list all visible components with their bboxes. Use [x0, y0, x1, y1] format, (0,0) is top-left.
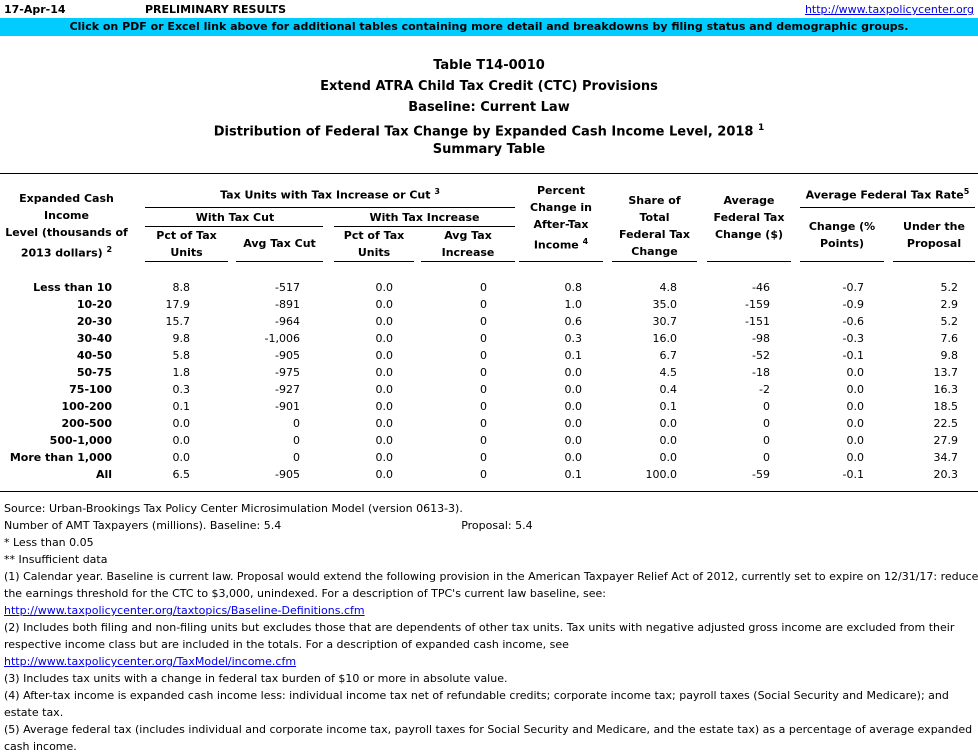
- pct-change-after-tax: 0.1: [564, 468, 582, 481]
- avg-federal-change: 0: [763, 400, 770, 413]
- pct-units-cut: 0.0: [172, 417, 190, 430]
- header-rule: [334, 261, 414, 262]
- header-share: Share of Total Federal Tax Change: [619, 194, 690, 258]
- pct-change-after-tax: 0.3: [564, 332, 582, 345]
- header-rule: [612, 261, 697, 262]
- avg-tax-cut: -901: [275, 400, 300, 413]
- avg-tax-cut: -905: [275, 468, 300, 481]
- header-with-increase: With Tax Increase: [369, 211, 480, 224]
- amt-note: Number of AMT Taxpayers (millions). Baseline: 5.4 Proposal: 5.4: [4, 519, 533, 532]
- pct-units-increase: 0.0: [375, 417, 393, 430]
- rate-change: -0.7: [842, 281, 864, 294]
- less-than-note: * Less than 0.05: [4, 536, 94, 549]
- insufficient-note: ** Insufficient data: [4, 553, 108, 566]
- header-rule: [707, 261, 791, 262]
- pct-units-cut: 0.1: [172, 400, 190, 413]
- pct-units-cut: 9.8: [172, 332, 190, 345]
- income-level: Less than 10: [33, 281, 112, 294]
- header-rule: [421, 261, 515, 262]
- pct-units-increase: 0.0: [375, 434, 393, 447]
- footnote-1-cont: the earnings threshold for the CTC to $3,000, unindexed. For a description of TPC's current law baseline, see:: [4, 587, 606, 600]
- rate-change: -0.6: [842, 315, 864, 328]
- income-level: 75-100: [69, 383, 112, 396]
- pct-units-increase: 0.0: [375, 366, 393, 379]
- avg-tax-cut: 0: [293, 417, 300, 430]
- footnote-2-cont: respective income class but are included in the totals. For a description of expanded cash income, see: [4, 638, 569, 651]
- income-level: More than 1,000: [9, 451, 112, 464]
- avg-tax-cut: 0: [293, 451, 300, 464]
- avg-federal-change: 0: [763, 417, 770, 430]
- footnote-2: (2) Includes both filing and non-filing units but excludes those that are dependents of other tax units. Tax units with negative adjusted gross income are excluded from their: [4, 621, 955, 634]
- table-bottom-rule: [0, 491, 978, 492]
- share-of-change: 0.1: [659, 400, 677, 413]
- avg-tax-increase: 0: [480, 315, 487, 328]
- rate-change: 0.0: [846, 417, 864, 430]
- table-row: [0, 381, 978, 398]
- footnote-4: (4) After-tax income is expanded cash income less: individual income tax net of refundable credits; corporate income tax; payroll taxes (Social Security and Medicare); and: [4, 689, 949, 702]
- income-link[interactable]: http://www.taxpolicycenter.org/TaxModel/income.cfm: [4, 655, 297, 668]
- pct-change-after-tax: 0.0: [564, 400, 582, 413]
- table-row: [0, 296, 978, 313]
- footnote-5-cont: cash income.: [4, 740, 77, 753]
- rate-change: -0.9: [842, 298, 864, 311]
- share-of-change: 6.7: [659, 349, 677, 362]
- rate-change: 0.0: [846, 383, 864, 396]
- site-link[interactable]: http://www.taxpolicycenter.org: [804, 3, 974, 16]
- pct-change-after-tax: 0.1: [564, 349, 582, 362]
- share-of-change: 0.0: [659, 417, 677, 430]
- pct-change-after-tax: 0.0: [564, 366, 582, 379]
- avg-federal-change: 0: [763, 434, 770, 447]
- baseline-link[interactable]: http://www.taxpolicycenter.org/taxtopics/Baseline-Definitions.cfm: [4, 604, 365, 617]
- table-row: [0, 364, 978, 381]
- table-titles: [0, 55, 978, 160]
- share-of-change: 0.0: [659, 451, 677, 464]
- rate-change: 0.0: [846, 434, 864, 447]
- avg-tax-cut: -891: [275, 298, 300, 311]
- avg-tax-cut: -975: [275, 366, 300, 379]
- footnote-3: (3) Includes tax units with a change in federal tax burden of $10 or more in absolute value.: [4, 672, 508, 685]
- header-pct-units-increase: Pct of Tax Units: [343, 229, 405, 259]
- table-row: [0, 313, 978, 330]
- share-of-change: 4.5: [659, 366, 677, 379]
- pct-units-cut: 5.8: [172, 349, 190, 362]
- header-avg-federal: Average Federal Tax Change ($): [713, 194, 785, 241]
- pct-units-cut: 0.3: [172, 383, 190, 396]
- footnote-5: (5) Average federal tax (includes individual and corporate income tax, payroll taxes for Social Security and Medicare, and the estate tax) as a percentage of average expanded: [4, 723, 973, 736]
- table-row: [0, 279, 978, 296]
- header-rule: [519, 261, 603, 262]
- avg-federal-change: -151: [745, 315, 770, 328]
- avg-tax-cut: -1,006: [264, 332, 300, 345]
- avg-tax-increase: 0: [480, 298, 487, 311]
- pct-units-cut: 15.7: [165, 315, 190, 328]
- rate-under-proposal: 34.7: [933, 451, 958, 464]
- rate-under-proposal: 13.7: [933, 366, 958, 379]
- pct-change-after-tax: 0.6: [564, 315, 582, 328]
- avg-tax-increase: 0: [480, 281, 487, 294]
- rate-change: -0.1: [842, 349, 864, 362]
- pct-units-increase: 0.0: [375, 383, 393, 396]
- pct-units-increase: 0.0: [375, 298, 393, 311]
- pct-units-increase: 0.0: [375, 451, 393, 464]
- income-level: 20-30: [76, 315, 112, 328]
- avg-tax-increase: 0: [480, 349, 487, 362]
- header-rule: [800, 207, 975, 208]
- header-rule: [800, 261, 884, 262]
- footnote-4-cont: estate tax.: [4, 706, 64, 719]
- top-bar: [0, 0, 978, 18]
- income-level: 200-500: [61, 417, 112, 430]
- header-avg-increase: Avg Tax Increase: [441, 229, 495, 259]
- avg-tax-cut: 0: [293, 434, 300, 447]
- header-rule: [236, 261, 323, 262]
- income-level: 30-40: [76, 332, 112, 345]
- header-rate-change: Change (% Points): [808, 220, 876, 250]
- income-level: 100-200: [61, 400, 112, 413]
- avg-federal-change: -2: [759, 383, 770, 396]
- avg-federal-change: 0: [763, 451, 770, 464]
- info-banner: Click on PDF or Excel link above for additional tables containing more detail and breakdowns by filing status and demographic groups.: [0, 18, 978, 36]
- avg-federal-change: -98: [752, 332, 770, 345]
- header-rule: [145, 261, 228, 262]
- rate-under-proposal: 18.5: [933, 400, 958, 413]
- income-level: 50-75: [76, 366, 112, 379]
- pct-units-increase: 0.0: [375, 315, 393, 328]
- rate-change: 0.0: [846, 400, 864, 413]
- rate-change: 0.0: [846, 451, 864, 464]
- avg-federal-change: -18: [752, 366, 770, 379]
- rate-under-proposal: 7.6: [940, 332, 958, 345]
- avg-tax-cut: -964: [275, 315, 300, 328]
- pct-change-after-tax: 0.0: [564, 434, 582, 447]
- avg-federal-change: -59: [752, 468, 770, 481]
- table-row: [0, 415, 978, 432]
- share-of-change: 30.7: [652, 315, 677, 328]
- header-with-cut: With Tax Cut: [195, 211, 275, 224]
- pct-units-increase: 0.0: [375, 281, 393, 294]
- pct-units-cut: 0.0: [172, 451, 190, 464]
- pct-units-cut: 0.0: [172, 434, 190, 447]
- avg-tax-increase: 0: [480, 332, 487, 345]
- pct-units-increase: 0.0: [375, 468, 393, 481]
- rate-under-proposal: 27.9: [933, 434, 958, 447]
- pct-change-after-tax: 0.0: [564, 451, 582, 464]
- pct-change-after-tax: 0.8: [564, 281, 582, 294]
- avg-tax-increase: 0: [480, 400, 487, 413]
- table-baseline: Baseline: Current Law: [408, 100, 570, 115]
- table-row: [0, 466, 978, 483]
- share-of-change: 0.0: [659, 434, 677, 447]
- avg-federal-change: -159: [745, 298, 770, 311]
- rate-under-proposal: 2.9: [940, 298, 958, 311]
- rate-change: -0.1: [842, 468, 864, 481]
- rate-under-proposal: 5.2: [940, 315, 958, 328]
- pct-change-after-tax: 1.0: [564, 298, 582, 311]
- date-label: 17-Apr-14: [4, 3, 66, 16]
- table-row: [0, 432, 978, 449]
- table-top-rule: [0, 173, 978, 174]
- table-body: [0, 279, 978, 483]
- avg-tax-increase: 0: [480, 468, 487, 481]
- rate-change: 0.0: [846, 366, 864, 379]
- share-of-change: 0.4: [659, 383, 677, 396]
- table-summary: Summary Table: [432, 142, 546, 157]
- share-of-change: 4.8: [659, 281, 677, 294]
- rate-under-proposal: 20.3: [933, 468, 958, 481]
- header-rule: [145, 207, 515, 208]
- share-of-change: 35.0: [652, 298, 677, 311]
- footnotes: [4, 500, 978, 755]
- avg-federal-change: -46: [752, 281, 770, 294]
- header-rate: Average Federal Tax Rate$^5$: [805, 187, 970, 202]
- pct-change-after-tax: 0.0: [564, 417, 582, 430]
- header-tax-units: Tax Units with Tax Increase or Cut $^3$: [220, 187, 440, 202]
- table-distribution: Distribution of Federal Tax Change by Expanded Cash Income Level, 2018 $^1$: [213, 123, 765, 140]
- header-under-proposal: Under the Proposal: [903, 220, 965, 250]
- avg-tax-cut: -517: [275, 281, 300, 294]
- avg-tax-increase: 0: [480, 383, 487, 396]
- header-income: Expanded Cash Income Level (thousands of 2013 dollars) $^2$: [5, 192, 128, 260]
- header-pct-units-cut: Pct of Tax Units: [156, 229, 217, 259]
- pct-change-after-tax: 0.0: [564, 383, 582, 396]
- pct-units-cut: 17.9: [165, 298, 190, 311]
- avg-tax-increase: 0: [480, 434, 487, 447]
- pct-units-cut: 1.8: [172, 366, 190, 379]
- pct-units-cut: 8.8: [172, 281, 190, 294]
- pct-units-increase: 0.0: [375, 332, 393, 345]
- rate-under-proposal: 16.3: [933, 383, 958, 396]
- preliminary-label: PRELIMINARY RESULTS: [145, 3, 287, 16]
- table-row: [0, 449, 978, 466]
- source-note: Source: Urban-Brookings Tax Policy Center Microsimulation Model (version 0613-3).: [4, 502, 463, 515]
- rate-under-proposal: 9.8: [940, 349, 958, 362]
- rate-under-proposal: 5.2: [940, 281, 958, 294]
- income-level: 500-1,000: [49, 434, 112, 447]
- share-of-change: 100.0: [645, 468, 677, 481]
- table-row: [0, 398, 978, 415]
- avg-federal-change: -52: [752, 349, 770, 362]
- income-level: 40-50: [76, 349, 112, 362]
- avg-tax-increase: 0: [480, 451, 487, 464]
- rate-under-proposal: 22.5: [933, 417, 958, 430]
- pct-units-increase: 0.0: [375, 400, 393, 413]
- table-row: [0, 330, 978, 347]
- pct-units-increase: 0.0: [375, 349, 393, 362]
- avg-tax-increase: 0: [480, 417, 487, 430]
- header-avg-cut: Avg Tax Cut: [243, 237, 316, 250]
- table-name: Extend ATRA Child Tax Credit (CTC) Provisions: [320, 79, 658, 94]
- rate-change: -0.3: [842, 332, 864, 345]
- income-level: 10-20: [76, 298, 112, 311]
- avg-tax-cut: -905: [275, 349, 300, 362]
- share-of-change: 16.0: [652, 332, 677, 345]
- footnote-1: (1) Calendar year. Baseline is current law. Proposal would extend the following provision in the American Taxpayer Relief Act of 2012, currently set to expire on 12/31/17: reduce: [4, 570, 978, 583]
- avg-tax-cut: -927: [275, 383, 300, 396]
- income-level: All: [95, 468, 112, 481]
- table-row: [0, 347, 978, 364]
- avg-tax-increase: 0: [480, 366, 487, 379]
- pct-units-cut: 6.5: [172, 468, 190, 481]
- header-pct-change: Percent Change in After-Tax Income $^4$: [530, 184, 592, 252]
- header-rule: [893, 261, 975, 262]
- table-id: Table T14-0010: [433, 58, 545, 73]
